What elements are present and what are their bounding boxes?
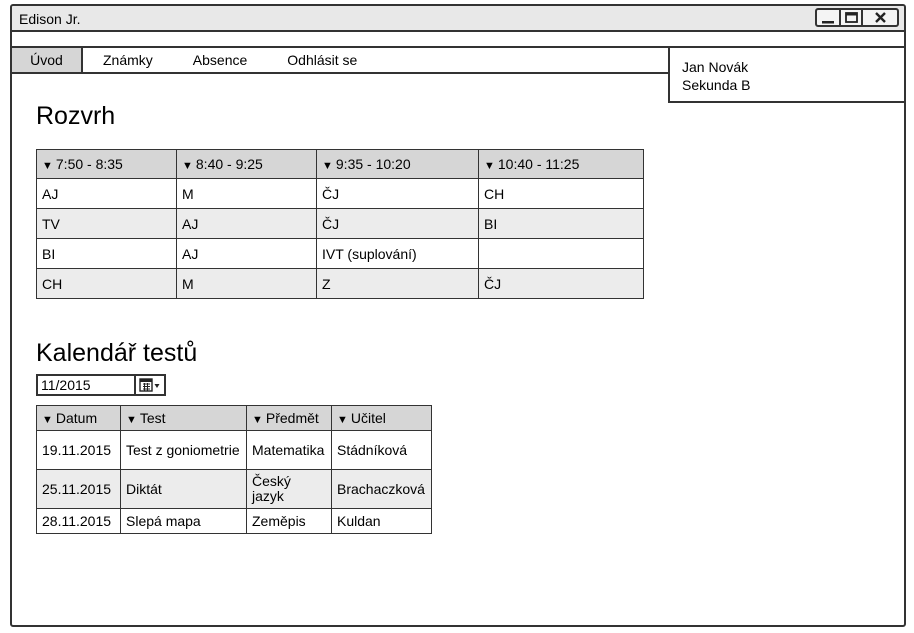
tests-col-header[interactable] (247, 406, 332, 431)
calendar-icon (139, 378, 161, 392)
window-controls (815, 8, 899, 27)
tests-col-header[interactable] (121, 406, 247, 431)
column-label: Test (139, 410, 166, 426)
column-label: 7:50 - 8:35 (55, 156, 123, 172)
schedule-heading: Rozvrh (36, 102, 116, 130)
column-label: Učitel (350, 410, 386, 426)
table-cell: ČJ (479, 269, 644, 299)
close-button[interactable] (863, 10, 897, 25)
column-label: Datum (55, 410, 98, 426)
table-cell: 25.11.2015 (37, 470, 121, 509)
column-label: Předmět (265, 410, 319, 426)
table-cell: AJ (177, 239, 317, 269)
table-cell: Matematika (247, 431, 332, 470)
table-cell: 28.11.2015 (37, 509, 121, 534)
month-input[interactable] (38, 376, 136, 394)
user-info (668, 48, 906, 103)
table-cell: CH (479, 179, 644, 209)
sort-down-icon: ▼ (42, 160, 53, 172)
table-row[interactable] (37, 269, 644, 299)
month-picker (36, 374, 166, 396)
table-cell: ČJ (317, 209, 479, 239)
table-row[interactable] (37, 209, 644, 239)
table-cell: IVT (suplování) (317, 239, 479, 269)
table-cell: 19.11.2015 (37, 431, 121, 470)
table-cell: BI (479, 209, 644, 239)
table-cell: BI (37, 239, 177, 269)
schedule-col-header[interactable] (37, 150, 177, 179)
column-label: 8:40 - 9:25 (195, 156, 263, 172)
table-cell: Stádníková (332, 431, 432, 470)
table-cell: AJ (177, 209, 317, 239)
tests-col-header[interactable] (332, 406, 432, 431)
maximize-button[interactable] (841, 10, 863, 25)
tests-table (36, 405, 432, 534)
tests-header-row (37, 406, 432, 431)
table-cell: Zeměpis (247, 509, 332, 534)
sort-down-icon: ▼ (337, 414, 348, 426)
table-cell: M (177, 269, 317, 299)
sort-down-icon: ▼ (182, 160, 193, 172)
table-cell: Z (317, 269, 479, 299)
table-cell: Kuldan (332, 509, 432, 534)
schedule-col-header[interactable] (177, 150, 317, 179)
column-label: 10:40 - 11:25 (497, 156, 580, 172)
minimize-button[interactable] (817, 10, 841, 25)
tab-absence[interactable]: Absence (192, 52, 248, 68)
close-icon (875, 12, 886, 23)
tab-bar (12, 48, 670, 74)
tests-col-header[interactable] (37, 406, 121, 431)
table-cell: TV (37, 209, 177, 239)
tab-znamky[interactable]: Známky (103, 52, 153, 68)
table-row[interactable] (37, 509, 432, 534)
table-row[interactable] (37, 431, 432, 470)
tab-uvod[interactable]: Úvod (12, 48, 83, 72)
table-cell: M (177, 179, 317, 209)
schedule-col-header[interactable] (317, 150, 479, 179)
column-label: 9:35 - 10:20 (335, 156, 411, 172)
sort-down-icon: ▼ (42, 414, 53, 426)
schedule-header-row (37, 150, 644, 179)
maximize-icon (845, 12, 858, 23)
table-row[interactable] (37, 239, 644, 269)
table-cell: Český jazyk (247, 470, 332, 509)
sort-down-icon: ▼ (252, 414, 263, 426)
schedule-table (36, 149, 644, 299)
table-cell: Slepá mapa (121, 509, 247, 534)
sort-down-icon: ▼ (126, 414, 137, 426)
window-title: Edison Jr. (19, 11, 81, 27)
table-cell: ČJ (317, 179, 479, 209)
tab-odhlasit[interactable]: Odhlásit se (287, 52, 358, 68)
menu-strip (12, 32, 904, 48)
sort-down-icon: ▼ (322, 160, 333, 172)
app-window (10, 4, 906, 627)
calendar-button[interactable] (136, 376, 164, 394)
table-cell (479, 239, 644, 269)
table-row[interactable] (37, 470, 432, 509)
table-cell: AJ (37, 179, 177, 209)
schedule-col-header[interactable] (479, 150, 644, 179)
tests-heading: Kalendář testů (36, 339, 198, 367)
table-cell: Test z goniometrie (121, 431, 247, 470)
table-row[interactable] (37, 179, 644, 209)
user-class: Sekunda B (682, 77, 751, 93)
table-cell: Brachaczková (332, 470, 432, 509)
table-cell: CH (37, 269, 177, 299)
minimize-icon (822, 12, 834, 24)
title-bar (12, 6, 904, 32)
sort-down-icon: ▼ (484, 160, 495, 172)
table-cell: Diktát (121, 470, 247, 509)
user-name: Jan Novák (682, 59, 749, 75)
